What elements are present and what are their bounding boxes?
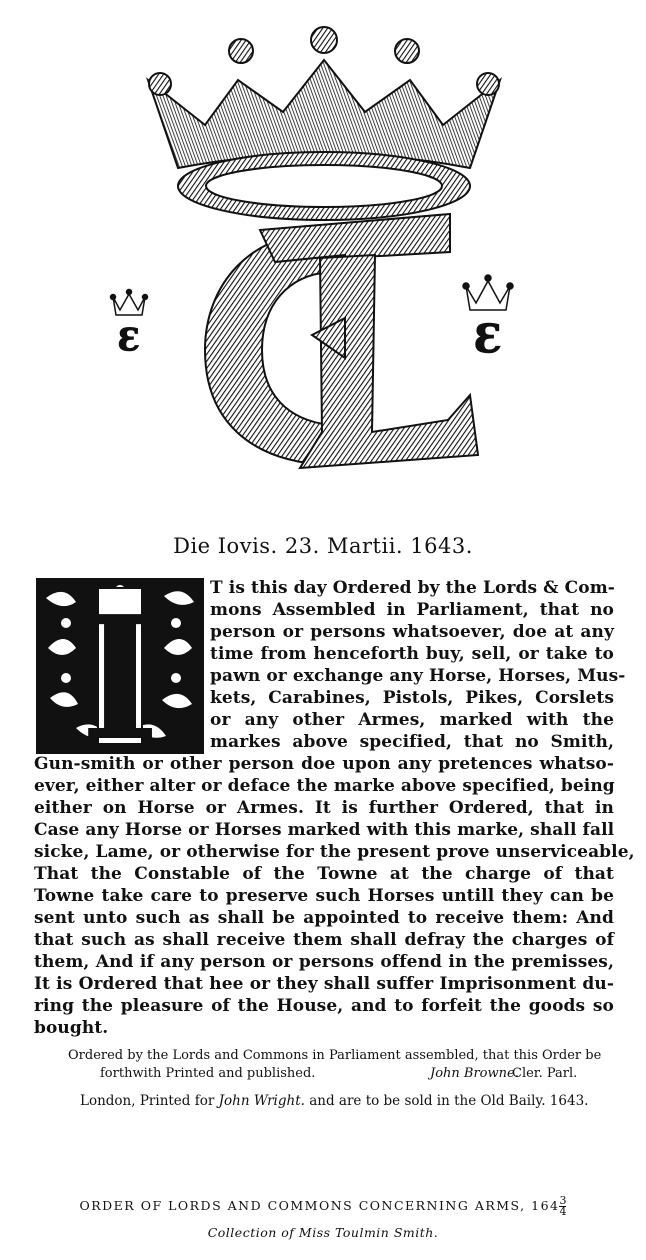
body-line: pawn or exchange any Horse, Horses, Mus- <box>210 666 626 686</box>
imprint-suffix: and are to be sold in the Old Baily. 1643. <box>309 1093 589 1109</box>
imprint-line <box>80 1093 588 1109</box>
small-monogram-left-icon <box>111 290 148 359</box>
order-note-line: forthwith Printed and published. <box>100 1066 316 1081</box>
svg-text:Ɛ: Ɛ <box>474 316 502 361</box>
body-line: Case any Horse or Horses marked with this marke, shall fall <box>34 820 615 840</box>
caption-text: ORDER OF LORDS AND COMMONS CONCERNING ARMS, 164 <box>79 1198 560 1213</box>
body-line: either on Horse or Armes. It is further Ordered, that in <box>34 798 614 818</box>
body-line: them, And if any person or persons offend in the premisses, <box>34 952 614 972</box>
svg-text:Ɛ: Ɛ <box>118 323 140 358</box>
body-line: kets, Carabines, Pistols, Pikes, Corslets <box>210 688 614 708</box>
body-line: sent unto such as shall be appointed to receive them: And <box>34 908 614 928</box>
body-line: that such as shall receive them shall defray the charges of <box>34 930 614 950</box>
large-crown-icon <box>148 27 500 220</box>
body-line: sicke, Lame, or otherwise for the present prove unserviceable, <box>34 842 635 862</box>
body-line: mons Assembled in Parliament, that no <box>210 600 614 620</box>
ornamental-initial <box>36 578 204 754</box>
signature: John Browne. <box>430 1066 519 1081</box>
imprint-prefix: London, Printed for <box>80 1093 215 1109</box>
printer-name: John Wright. <box>218 1093 305 1109</box>
collection-credit: Collection of Miss Toulmin Smith. <box>207 1225 439 1240</box>
body-line: person or persons whatsoever, doe at any <box>210 622 614 642</box>
small-monogram-right-icon <box>463 275 513 361</box>
crowned-monogram-icon <box>0 0 646 520</box>
body-line: T is this day Ordered by the Lords & Com- <box>210 578 615 598</box>
body-line: That the Constable of the Towne at the charge of that <box>34 864 614 884</box>
large-monogram-icon <box>205 214 478 468</box>
body-line: Towne take care to preserve such Horses untill they can be <box>34 886 614 906</box>
body-line: markes above specified, that no Smith, <box>210 732 614 752</box>
body-line: bought. <box>34 1018 109 1038</box>
signature-title: Cler. Parl. <box>512 1066 578 1081</box>
caption-title <box>0 1196 646 1217</box>
body-line: time from henceforth buy, sell, or take to <box>210 644 614 664</box>
caption-fraction: $\frac{3}{4}$ <box>559 1194 567 1218</box>
body-line: It is Ordered that hee or they shall suffer Imprisonment du- <box>34 974 614 994</box>
drop-cap-letter: I <box>80 579 160 754</box>
body-line: ring the pleasure of the House, and to forfeit the goods so <box>34 996 614 1016</box>
order-note-line: Ordered by the Lords and Commons in Parliament assembled, that this Order be <box>68 1048 602 1063</box>
date-line: Die Iovis. 23. Martii. 1643. <box>173 534 473 558</box>
body-line: or any other Armes, marked with the <box>210 710 614 730</box>
body-line: ever, either alter or deface the marke above specified, being <box>34 776 615 796</box>
body-line: Gun-smith or other person doe upon any pretences whatso- <box>34 754 614 774</box>
